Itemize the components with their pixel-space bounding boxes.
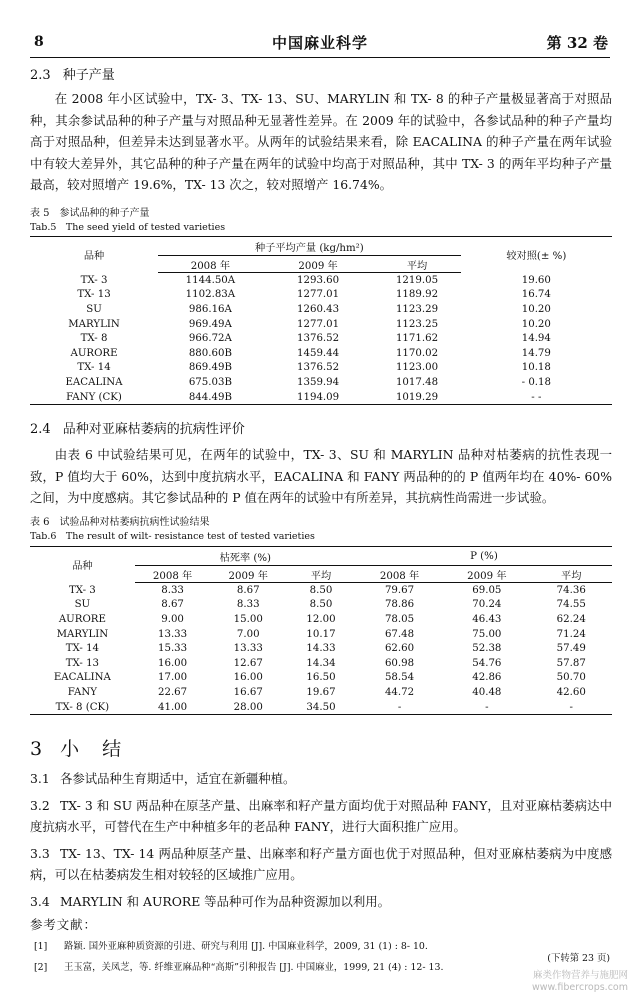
table6-row [30, 671, 612, 686]
t6-head-p-2009: 2009 年 [443, 566, 530, 583]
table6-row [30, 583, 612, 598]
section-wilt-resistance [30, 420, 612, 509]
table-cell-pavg: 62.24 [556, 613, 586, 625]
table-cell-variety: FANY (CK) [30, 390, 158, 405]
t6-head-2009: 2009 年 [210, 566, 286, 583]
table-cell-y2008: 880.60B [188, 347, 232, 359]
table-cell-p2009: - [443, 700, 530, 715]
watermark-line-1: 麻类作物营养与施肥网 [532, 970, 628, 981]
table-cell-avg: 1019.29 [373, 390, 460, 405]
table-cell-variety: TX- 13 [65, 657, 100, 669]
table5-row [30, 331, 612, 346]
table-cell-p2009: 69.05 [472, 584, 502, 596]
table-cell-d2009: 7.00 [236, 628, 260, 640]
table6-wilt-resistance [30, 546, 612, 715]
summary-item-text: TX- 3 和 SU 两品种在原茎产量、出麻率和籽产量方面均优于对照品种 FANY，且对亚麻枯萎病达中度抗病水平，可替代在生产中种植多年的老品种 FANY，进行大面积推广应用。 [30, 798, 612, 834]
table5-seed-yield [30, 236, 612, 405]
table-cell-variety: SU [86, 303, 102, 315]
table-cell-p2008: - [356, 700, 443, 715]
table-cell-y2009: 1459.44 [297, 347, 340, 359]
table-cell-p2008: 79.67 [384, 584, 415, 596]
table5-caption-en: Tab.5 The seed yield of tested varieties [30, 222, 226, 233]
table-cell-d2008: 22.67 [157, 686, 188, 698]
table-cell-d2008: 8.67 [161, 599, 184, 611]
table-cell-p2009: 70.24 [472, 599, 502, 611]
table-cell-d2009: 8.67 [236, 584, 260, 596]
table5-row [30, 361, 612, 376]
table-cell-davg: 12.00 [306, 613, 336, 625]
table-cell-p2008: 44.72 [384, 686, 415, 698]
table-cell-y2008: 844.49B [158, 390, 263, 405]
table-cell-variety: EACALINA [53, 672, 111, 684]
table-cell-y2009: 1277.01 [297, 289, 340, 301]
table-cell-d2008: 8.33 [161, 584, 184, 596]
table-cell-p2008: 58.54 [384, 672, 415, 684]
table-cell-y2008: 1144.50A [185, 274, 236, 286]
reference-number: [1] [34, 941, 48, 952]
continued-note: (下转第 23 页) [547, 953, 610, 964]
table-cell-variety: TX- 8 (CK) [30, 700, 135, 715]
t6-head-mortality: 枯死率 (%) [135, 547, 356, 566]
table-cell-y2008: 1102.83A [185, 289, 236, 301]
table-cell-pavg: 50.70 [556, 672, 586, 684]
table-cell-p2009: 54.76 [472, 657, 502, 669]
page-number: 8 [34, 34, 44, 50]
table-cell-d2009: 16.00 [233, 672, 263, 684]
table6-row [30, 612, 612, 627]
table5-row [30, 375, 612, 390]
reference-text: 王玉富，关凤芝，等. 纤维亚麻品种“高斯”引种报告 [J]. 中国麻业，1999, 21 (4) : 12- 13. [64, 962, 444, 973]
table-cell-variety: MARYLIN [68, 318, 120, 330]
section-number: 2.4 [30, 422, 51, 437]
table5-caption [30, 207, 225, 235]
summary-item-number: 3.2 [30, 798, 50, 813]
table-cell-variety: EACALINA [65, 376, 123, 388]
table-cell-p2008: 62.60 [384, 643, 415, 655]
section-paragraph: 在 2008 年小区试验中，TX- 3、TX- 13、SU、MARYLIN 和 TX- 8 的种子产量极显著高于对照品种，其余参试品种的种子产量与对照品种无显著性差异。在 2009 年的试验中，各参试品种的种子产量均高于对照品种，但差异未达到显著水平。从两年的试验结果来看，除 EACALINA 的种子产量在两年试验中有较大差异外，其它品种的种子产量在两年的试验中均高于对照品种，其中 TX- 3 的两年平均种子产量最高，较对照增产 19.6%，TX- 13 次之，较对照增产 16.74%。 [30, 91, 612, 192]
summary-title: 小 结 [60, 738, 124, 760]
table-cell-avg: 1123.00 [395, 362, 439, 374]
t5-head-compare: 较对照(± %) [461, 237, 612, 273]
table-cell-p2008: 78.86 [384, 599, 415, 611]
t6-head-p: P (%) [356, 547, 612, 566]
table-cell-d2009: 15.00 [233, 613, 263, 625]
table-cell-p2009: 75.00 [472, 628, 502, 640]
table-cell-d2008: 16.00 [157, 657, 188, 669]
t6-head-variety: 品种 [30, 547, 135, 583]
journal-title: 中国麻业科学 [271, 34, 368, 52]
table-cell-p2009: 52.38 [472, 643, 502, 655]
watermark [532, 970, 628, 994]
table-cell-y2008: 966.72A [188, 333, 232, 345]
table-cell-variety: TX- 3 [80, 274, 108, 286]
reference-text: 路颖. 国外亚麻种质资源的引进、研究与利用 [J]. 中国麻业科学，2009, 31 (1) : 8- 10. [64, 941, 428, 952]
table6-caption-cn: 表 6 试验品种对枯萎病抗病性试验结果 [30, 517, 210, 528]
table5-row [30, 390, 612, 405]
table-cell-d2009: 16.67 [233, 686, 263, 698]
table-cell-d2009: 8.33 [236, 599, 260, 611]
table6-row [30, 656, 612, 671]
table-cell-cmp: 10.20 [521, 318, 551, 330]
t5-head-2009: 2009 年 [263, 256, 374, 273]
section-paragraph: 由表 6 中试验结果可见，在两年的试验中，TX- 3、SU 和 MARYLIN 品种对枯萎病的抗性表现一致，P 值均大于 60%，达到中度抗病水平，EACALINA 和 FANY 两品种的的 P 值两年均在 40%- 60%之间，为中度感病。其它参试品种的 P 值在两年的试验中有所差异，其抗病性尚需进一步试验。 [30, 447, 612, 505]
table-cell-y2008: 986.16A [188, 303, 232, 315]
summary-item-text: TX- 13、TX- 14 两品种原茎产量、出麻率和籽产量方面也优于对照品种，但对亚麻枯萎病为中度感病，可以在枯萎病发生相对较轻的区域推广应用。 [30, 846, 612, 882]
t6-head-p-avg: 平均 [530, 566, 612, 583]
summary-item-text: MARYLIN 和 AURORE 等品种可作为品种资源加以利用。 [60, 894, 391, 909]
table-cell-y2009: 1376.52 [297, 333, 340, 345]
table5-row [30, 273, 612, 288]
t5-head-variety: 品种 [30, 237, 158, 273]
summary-number: 3 [30, 738, 45, 760]
table-cell-variety: MARYLIN [56, 628, 109, 640]
summary-item [30, 843, 612, 885]
summary-heading [30, 734, 123, 761]
t6-head-p-2008: 2008 年 [356, 566, 443, 583]
table5-row [30, 302, 612, 317]
table6-row [30, 641, 612, 656]
table-cell-avg: 1219.05 [395, 274, 439, 286]
summary-item [30, 768, 612, 789]
table-cell-variety: SU [74, 599, 91, 611]
table-cell-p2009: 40.48 [472, 686, 502, 698]
table-cell-davg: 14.33 [306, 643, 336, 655]
table-cell-y2009: 1376.52 [297, 362, 340, 374]
table-cell-cmp: 14.79 [521, 347, 551, 359]
table-cell-variety: TX- 14 [65, 643, 100, 655]
table-cell-variety: TX- 13 [77, 289, 111, 301]
table-cell-d2009: 28.00 [210, 700, 286, 715]
table-cell-p2008: 67.48 [384, 628, 415, 640]
table5-row [30, 288, 612, 303]
table-cell-d2008: 9.00 [161, 613, 184, 625]
table-cell-pavg: 57.49 [556, 643, 586, 655]
t5-head-group: 种子平均产量 (kg/hm²) [158, 237, 461, 256]
reference-item [34, 940, 428, 953]
table-cell-avg: 1123.29 [395, 303, 439, 315]
header-rule [30, 57, 610, 58]
section-heading [30, 66, 612, 86]
table-cell-y2008: 675.03B [188, 376, 232, 388]
summary-list [30, 768, 612, 918]
table-cell-d2008: 15.33 [157, 643, 188, 655]
summary-item-number: 3.4 [30, 894, 50, 909]
section-seed-yield [30, 66, 612, 196]
summary-item-text: 各参试品种生育期适中，适宜在新疆种植。 [60, 771, 296, 786]
section-title: 品种对亚麻枯萎病的抗病性评价 [62, 422, 245, 437]
table-cell-cmp: 10.18 [521, 362, 551, 374]
table-cell-variety: TX- 14 [77, 362, 111, 374]
table-cell-d2009: 12.67 [233, 657, 263, 669]
table-cell-avg: 1123.25 [395, 318, 439, 330]
table-cell-davg: 14.34 [306, 657, 336, 669]
table-cell-y2009: 1293.60 [297, 274, 340, 286]
table-cell-y2009: 1359.94 [297, 376, 340, 388]
t5-head-avg: 平均 [373, 256, 460, 273]
table-cell-avg: 1017.48 [395, 376, 439, 388]
table-cell-avg: 1189.92 [395, 289, 439, 301]
table-cell-p2009: 46.43 [472, 613, 502, 625]
table-cell-davg: 16.50 [306, 672, 336, 684]
table-cell-variety: TX- 8 [80, 333, 108, 345]
table-cell-y2009: 1277.01 [297, 318, 340, 330]
watermark-line-2: www.fibercrops.com [531, 982, 628, 993]
table-cell-p2008: 78.05 [384, 613, 415, 625]
table6-row [30, 627, 612, 642]
summary-item-number: 3.3 [30, 846, 50, 861]
table6-row [30, 700, 612, 715]
table-cell-variety: AURORE [70, 347, 118, 359]
reference-item [34, 961, 443, 974]
table-cell-cmp: 16.74 [521, 289, 551, 301]
table6-caption [30, 516, 315, 544]
table-cell-pavg: 74.36 [556, 584, 586, 596]
table6-row [30, 598, 612, 613]
table-cell-pavg: - [530, 700, 612, 715]
t6-head-2008: 2008 年 [135, 566, 211, 583]
table-cell-p2008: 60.98 [384, 657, 415, 669]
table-cell-davg: 10.17 [306, 628, 336, 640]
table-cell-cmp: - - [461, 390, 612, 405]
table5-row [30, 317, 612, 332]
table-cell-p2009: 42.86 [472, 672, 502, 684]
section-title: 种子产量 [62, 68, 115, 83]
table5-row [30, 346, 612, 361]
table-cell-d2008: 17.00 [157, 672, 188, 684]
table-cell-y2009: 1194.09 [263, 390, 374, 405]
reference-number: [2] [34, 962, 48, 973]
table-cell-pavg: 71.24 [556, 628, 586, 640]
table-cell-cmp: 19.60 [521, 274, 551, 286]
table-cell-pavg: 57.87 [556, 657, 586, 669]
table-cell-avg: 1170.02 [395, 347, 439, 359]
summary-item-number: 3.1 [30, 771, 50, 786]
summary-item [30, 891, 612, 912]
table-cell-y2008: 869.49B [188, 362, 232, 374]
table-cell-variety: AURORE [58, 613, 106, 625]
references-heading: 参考文献： [30, 917, 97, 932]
table-cell-d2009: 13.33 [233, 643, 263, 655]
table-cell-davg: 34.50 [286, 700, 356, 715]
table-cell-cmp: 10.20 [521, 303, 551, 315]
t5-head-2008: 2008 年 [158, 256, 263, 273]
table-cell-cmp: - 0.18 [521, 376, 552, 388]
table-cell-variety: TX- 3 [68, 584, 96, 596]
table6-caption-en: Tab.6 The result of wilt- resistance test of tested varieties [30, 531, 315, 542]
t6-head-avg: 平均 [286, 566, 356, 583]
table-cell-d2008: 13.33 [157, 628, 188, 640]
table-cell-davg: 8.50 [309, 584, 333, 596]
running-header [30, 30, 610, 56]
table5-caption-cn: 表 5 参试品种的种子产量 [30, 208, 150, 219]
table-cell-pavg: 42.60 [556, 686, 586, 698]
table6-row [30, 685, 612, 700]
table-cell-y2008: 969.49A [188, 318, 232, 330]
table-cell-y2009: 1260.43 [297, 303, 340, 315]
table-cell-variety: FANY [67, 686, 97, 698]
section-heading [30, 420, 612, 440]
section-number: 2.3 [30, 68, 51, 83]
table-cell-pavg: 74.55 [556, 599, 586, 611]
table-cell-davg: 8.50 [309, 599, 333, 611]
table-cell-avg: 1171.62 [395, 333, 439, 345]
table-cell-d2008: 41.00 [135, 700, 211, 715]
table-cell-davg: 19.67 [306, 686, 336, 698]
summary-item [30, 795, 612, 837]
table-cell-cmp: 14.94 [521, 333, 551, 345]
volume-label: 第 32 卷 [546, 34, 608, 52]
